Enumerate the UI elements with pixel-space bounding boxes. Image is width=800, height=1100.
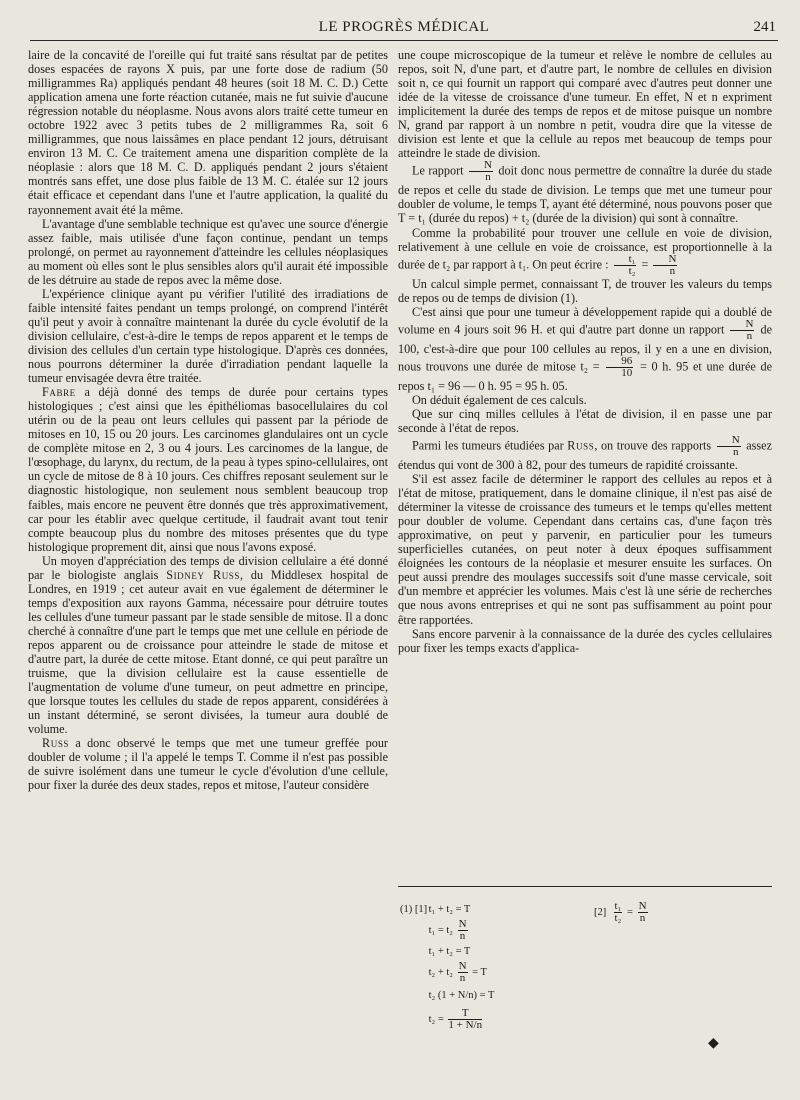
paragraph [28,736,388,792]
paragraph: S'il est assez facile de déterminer le rapport des cellules au repos et à l'état de mitose, pratiquement, dans le domaine clinique, il n'est pas aisé de déterminer la vitesse de croissance des tumeurs et le temps qu'elles mettent pour doubler de volume. Cependant dans certains cas, d'une façon très approximative, on peut y parvenir, en particulier pour les tumeurs superficielles cutanées, on peut noter à deux époques suffisamment éloignées les contours de la néoplasie et mesurer ensuite les surfaces. On peut aussi prendre des moulages successifs soit d'une masse cervicale, soit d'un membre et apprécier les volumes. Mais c'est là une série de recherches que nous avons entreprises et qui ne sont pas suffisamment au point pour être rapportées. [398,472,772,627]
paragraph-text: , on trouve des rapports [594,438,715,453]
end-ornament: ◆ [708,1036,719,1051]
footnote-1 [400,901,600,1033]
fraction-denominator: 1 + N/n [448,1019,483,1032]
fraction-denominator: n [746,329,753,342]
equation [400,919,600,943]
fraction-denominator: n [669,264,676,277]
fraction-numerator: t₁ [614,254,637,266]
equation-text: t₁ + t₂ = T [428,904,471,915]
fraction [730,319,754,342]
fraction-numerator: T [448,1008,482,1020]
fraction-numerator: N [717,435,741,447]
paragraph-text: Un moyen d'appréciation des temps de division cellulaire a été donné par le biologiste anglais [28,553,388,582]
paragraph [398,226,772,277]
equation: [2] $\frac{\text{t₁}}{\text{t₂}}$ = $\frac{N}{n}$ [594,900,647,925]
paragraph-text: C'est ainsi que pour une tumeur à développement rapide qui a doublé de volume en 4 jours soit 96 H. et qui d'autre part donne un rapport [398,304,772,337]
paragraph: Un calcul simple permet, connaissant T, de trouver les valeurs du temps de repos ou de temps de division (1). [398,276,772,305]
fraction-numerator: N [730,319,754,331]
paragraph: Que sur cinq milles cellules à l'état de division, il en passe une par seconde à l'état de repos. [398,406,772,435]
fraction-denominator: n [459,930,466,943]
footnote-label: [2] [594,907,607,918]
left-column [28,48,388,792]
fraction-numerator: N [458,960,467,973]
paragraph-text: assez étendus qui vont de 300 à 82, pour des tumeurs de rapidité croissante. [398,438,772,472]
fraction [653,254,677,277]
paragraph-text: = 0 h. 95 et une durée de repos t₁ = 96 — 0 h. 95 = 95 h. 05. [398,359,772,393]
footnotes [398,886,772,1032]
paragraph-text: a déjà donné des temps de durée pour certains types histologiques ; c'est ainsi que les épithéliomas basocellulaires du col utérin ou de la peau ont leurs cellules qui passent par la période de mitoses en 10, 15 ou 20 jours. Les carcinomes glandulaires ont un cycle de complète mitose en 2, 3 ou 4 jours. Les carcinomes de la langue, de l'œsophage, du larynx, du rectum, de la peau à types spino-cellulaires, ont un cycle de mitose de 8 à 10 jours. Ces chiffres reposant seulement sur le diagnostic histologique, non seulement nous semblent beaucoup trop faibles, mais encore ne peuvent être donnés que très approximativement, car pour les établir avec quelque certitude, il faudrait avant tout tenir compte beaucoup plus du nombre des mitoses présentes que du type histologique proprement dit, ainsi que nous l'avons exposé. [28,385,388,554]
journal-title: LE PROGRÈS MÉDICAL [318,19,490,35]
equation-text: t₂ = [428,1014,447,1025]
author-name: Russ [42,736,70,751]
paragraph-text: Comme la probabilité pour trouver une cellule en voie de division, relativement à une cellule en voie de croissance, est proportionnelle à la durée de t₂ par rapport à t₁. On peut écrire : [398,225,772,271]
equation [400,943,600,961]
fraction [614,254,637,277]
fraction-denominator: t₂ [614,912,622,925]
equation [400,1007,600,1033]
author-name: Fabre [42,385,76,400]
paragraph-text: doit donc nous permettre de connaître la durée du stade de repos et celle du stade de division. Le temps que met une tumeur pour doubler de volume, le temps T, ayant été déterminé, nous pouvons poser que T = t₁ (durée du repos) + t₂ (durée de la division) qui sont à connaître. [398,163,772,226]
fraction [606,356,633,379]
paragraph: une coupe microscopique de la tumeur et relève le nombre de cellules au repos, soit N, d'une part, et d'autre part, le nombre de cellules en division soit n, ce qui fournit un rapport qui comparé avec d'autres peut donner une idée de la vitesse de croissance d'une tumeur. En effet, N et n expriment implicitement la durée des temps de repos et de mitose puisque un nombre N, grand par rapport à un nombre n petit, voudra dire que la vitesse de division est lente et que la cellule au repos met beaucoup de temps pour atteindre le stade de division. [398,48,772,161]
paragraph: laire de la concavité de l'oreille qui fut traité sans résultat par de petites doses espacées de rayons X puis, par une forte dose de radium (50 milligrammes Ra) appliqués pendant 48 heures (soit 18 M. C. D.) Cette application amena une forte réaction cutanée, mais ne fut suivie d'aucune régression notable du néoplasme. Nous avons alors traité cette tumeur en octobre 1922 avec 3 petits tubes de 2 milligrammes Ra, soit 6 milligrammes, que nous laissâmes en place pendant 12 jours, détruisant environ 13 M. C. Ce traitement amena une disparition complète de la néoplasie : alors que 18 M. C. D. appliqués pendant 2 jours s'étaient montrés sans effet, une dose plus faible de 13 M. C. étalée sur 12 jours était efficace et cependant dans l'une et l'autre application, la qualité du rayonnement avait été la même. [28,48,388,217]
fraction-denominator: t₂ [628,264,636,277]
paragraph [398,435,772,472]
fraction-numerator: N [469,160,493,172]
fraction [469,160,493,183]
fraction [717,435,741,458]
footnote-label: (1) [1] [400,904,428,915]
author-name: Russ [567,438,595,453]
paragraph: L'expérience clinique ayant pu vérifier l'utilité des irradiations de faible intensité faites pendant un temps prolongé, on comprend l'intérêt qu'il peut y avoir à connaître maintenant la durée du cycle évolutif de la division cellulaire, c'est-à-dire le temps de repos apparent et le temps de division des cellules d'un certain type histologique. D'après ces données, nous pourrons déterminer la durée d'irradiation pendant laquelle la tumeur envisagée devra être traitée. [28,286,388,386]
fraction [614,901,623,924]
equation-text: t₂ (1 + N/n) = T [428,990,495,1001]
equation-text: t₂ + t₂ [428,967,453,978]
page-number: 241 [753,19,776,35]
fraction-numerator: N [458,918,467,931]
equation [400,985,600,1007]
paragraph: L'avantage d'une semblable technique est qu'avec une source d'énergie assez faible, mais utilisée d'une façon continue, pendant un temps prolongé, on permet au rayonnement d'atteindre les cellules néoplasiques au moment où elles sont le plus sensibles alors qu'il aurait été impossible de les détruire au stade de repos avec la même dose. [28,216,388,287]
equation-text: t₁ + t₂ = T [428,946,471,957]
fraction [458,961,468,984]
footnote-2 [594,901,754,925]
equation-text: t₁ = t₂ [428,925,453,936]
paragraph: Sans encore parvenir à la connaissance de la durée des cycles cellulaires pour fixer les temps exacts d'applica- [398,626,772,655]
right-column [398,48,772,655]
paragraph-text: Le rapport [412,163,467,178]
equation-text: = T [469,967,487,978]
fraction-numerator: N [653,254,677,266]
paragraph [28,385,388,554]
fraction [448,1008,482,1031]
fraction-denominator: n [732,445,739,458]
fraction [638,901,648,924]
equation [400,901,600,919]
equals-sign: = [638,256,652,271]
fraction [458,919,468,942]
fraction-denominator: n [459,972,466,985]
paragraph-text: Parmi les tumeurs étudiées par [412,438,568,453]
paragraph [28,554,388,737]
paragraph-text: de 100, c'est-à-dire que pour 100 cellules au repos, il y en a une en division, nous trouvons une durée de mitose t₂ = [398,322,772,374]
running-header [30,18,778,41]
paragraph: On déduit également de ces calculs. [412,392,587,407]
fraction-denominator: 10 [621,366,633,379]
paragraph-text: a donc observé le temps que met une tumeur greffée pour doubler de volume ; il l'a appelé le temps T. Comme il n'est pas possible de suivre isolément dans une tumeur le cycle d'évolution d'une cellule, pour fixer la durée des deux stades, repos et mitose, l'auteur considère [28,736,388,793]
paragraph [398,160,772,225]
fraction-denominator: n [485,171,491,184]
fraction-numerator: 96 [606,356,633,368]
fraction-numerator: t₁ [614,900,622,913]
fraction-denominator: n [639,912,646,925]
equation [400,961,600,985]
author-name: Sidney Russ [166,567,241,582]
paragraph [398,305,772,393]
paragraph-text: , du Middlesex hospital de Londres, en 1919 ; cet auteur avait en vue également de déterminer le temps d'exposition aux rayons Gamma, nécessaire pour détruire toutes les cellules d'une tumeur passant par le stade sensible de mitose. Il a donc cherché à connaître d'une part le temps que met une cellule en période de repos apparent ou de croissance pour atteindre le stade de mitose et d'autre part, la durée de cette mitose. Etant donné, ce qui peut paraître un truisme, que la division cellulaire est la cause essentielle de l'augmentation de volume d'une tumeur, on peut admettre en principe, que lorsque toutes les cellules du stade de repos apparent, considérées à un instant déterminé, se seront divisées, la tumeur aura doublé de volume. [28,567,389,737]
fraction-numerator: N [638,900,647,913]
